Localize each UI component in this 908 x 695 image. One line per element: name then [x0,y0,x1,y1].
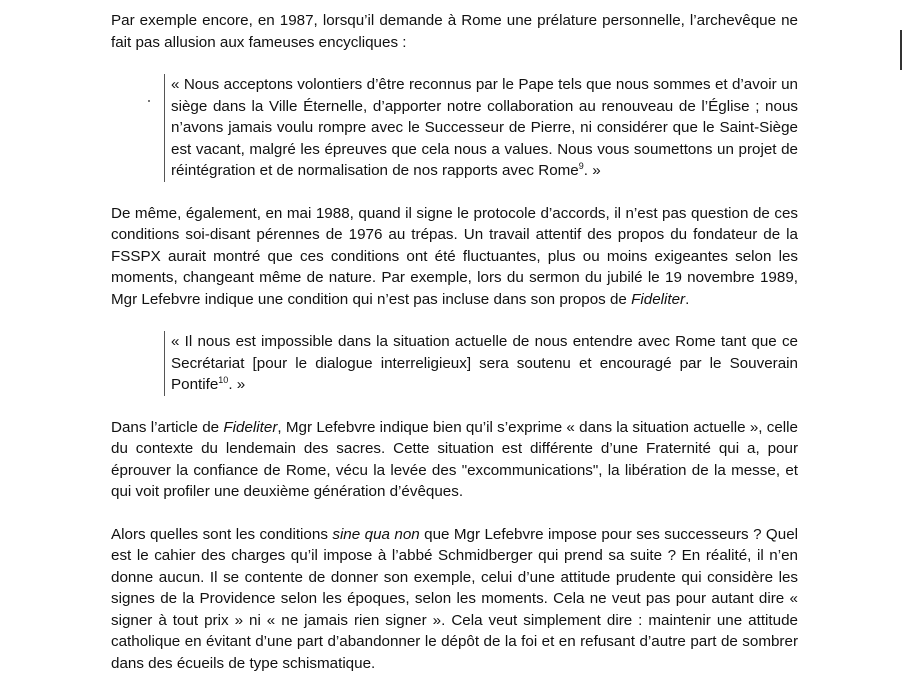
footnote-ref-10[interactable]: 10 [218,375,229,385]
document-page [111,10,798,695]
paragraph-1 [111,10,798,53]
quote-1-text: « Nous acceptons volontiers d’être reconnus par le Pape tels que nous sommes et d’avoir un siège dans la Ville Éternelle, d’apporter notre collaboration au renouveau de l’Église ; nous n’avons jamais voulu rompre avec le Successeur de Pierre, ni considérer que le Saint-Siège est vacant, malgré les épreuves que cela nous a values. Nous vous soumettons un projet de réintégration et de normalisation de nos rapports avec Rome [171,76,798,179]
paragraph-2-italic: Fideliter [631,290,686,308]
quote-2-paragraph [171,331,798,396]
paragraph-3-italic: Fideliter [223,418,278,436]
paragraph-3-text: , Mgr Lefebvre indique bien qu’il s’exprime « dans la situation actuelle », celle du contexte du lendemain des sacres. Cette situation est différente d’une Fraternité qui a, pour éprouver la confiance de Rome, vécu la levée des "excommunications", la libération de la messe, et qui voit profiler une deuxième génération d’évêques. [111,418,798,500]
block-quote-1 [164,74,798,182]
paragraph-3 [111,417,798,503]
block-quote-2 [164,331,798,396]
paragraph-4-italic: sine qua non [332,525,420,543]
quote-2-end: . » [228,376,246,393]
quote-2-text: « Il nous est impossible dans la situation actuelle de nous entendre avec Rome tant que ce Secrétariat [pour le dialogue interreligieux] sera soutenu et encouragé par le Souverain Pontife [171,333,798,393]
quote-1-paragraph [171,74,798,182]
paragraph-2-end: . [685,290,690,308]
paragraph-1-text: Par exemple encore, en 1987, lorsqu’il demande à Rome une prélature personnelle, l’archevêque ne fait pas allusion aux fameuses encycliques : [111,12,798,51]
paragraph-2-text: De même, également, en mai 1988, quand il signe le protocole d’accords, il n’est pas question de ces conditions soi-disant pérennes de 1976 au trépas. Un travail attentif des propos du fondateur de la FSSPX aurait montré que ces conditions ont été fluctuantes, plus ou moins exigeantes selon les moments, changeant même de nature. Par exemple, lors du sermon du jubilé le 19 novembre 1989, Mgr Lefebvre indique une condition qui n’est pas incluse dans son propos de [111,204,798,308]
paragraph-4-start: Alors quelles sont les conditions [111,525,333,543]
paragraph-4-text: que Mgr Lefebvre impose pour ses successeurs ? Quel est le cahier des charges qu’il impose à l’abbé Schmidberger qui prend sa suite ? En réalité, il n’en donne aucun. Il se contente de donner son exemple, celui d’une attitude prudente qui considère les signes de la Providence selon les époques, selon les moments. Cela ne veut pas pour autant dire « signer à tout prix » ni « ne jamais rien signer ». Cela veut simplement dire : maintenir une attitude catholique en évitant d’une part d’abandonner le dépôt de la foi et en refusant d’autre part de sombrer dans des écueils de type schismatique. [111,525,799,672]
footnote-ref-9[interactable]: 9 [578,161,584,171]
scan-edge [900,30,902,70]
paragraph-3-start: Dans l’article de [111,418,224,436]
quote-1-end: . » [583,162,601,179]
paragraph-4 [111,524,798,675]
paragraph-2 [111,203,798,311]
